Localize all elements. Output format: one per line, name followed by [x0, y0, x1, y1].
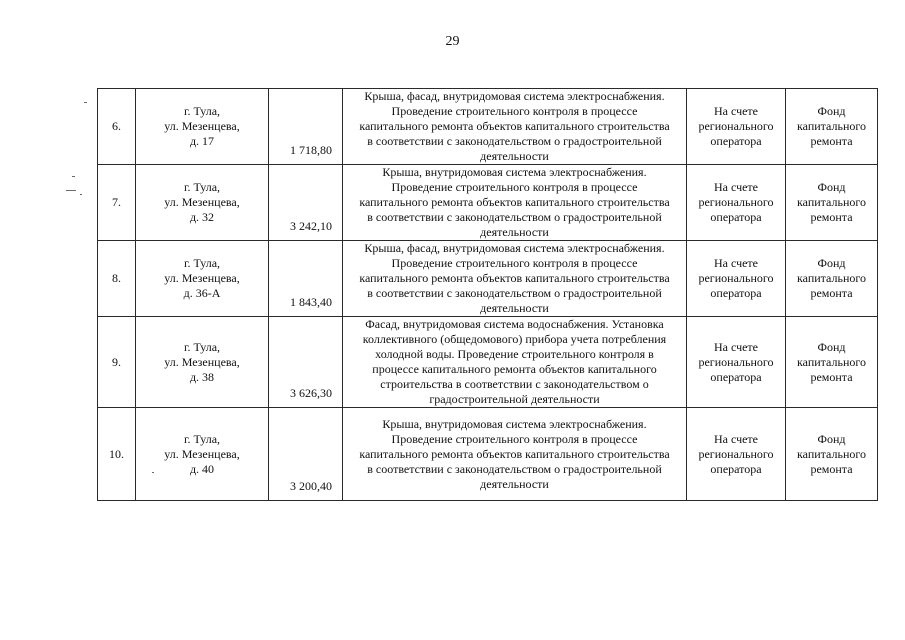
account-line: На счете	[713, 256, 758, 270]
funding-source-line: Фонд	[817, 104, 846, 118]
account-cell	[687, 165, 786, 241]
description-line: Проведение строительного контроля в процессе	[391, 431, 638, 446]
address-line: ул. Мезенцева,	[164, 119, 240, 133]
description-line: коллективного (общедомового) прибора учета потребления	[362, 332, 667, 346]
address-line: г. Тула,	[183, 431, 221, 446]
row-number: 6.	[112, 119, 121, 133]
account-line: оператора	[710, 134, 762, 148]
description-line: процессе капитального ремонта объектов капитального	[372, 362, 657, 376]
cost-cell	[269, 408, 343, 501]
table-row	[98, 241, 878, 317]
description-line: капитального ремонта объектов капитального строительства	[359, 119, 670, 133]
description-line: строительства в соответствии с законодательством о	[380, 377, 649, 391]
account-line: регионального	[698, 119, 774, 133]
funding-source-line: капитального	[797, 195, 866, 209]
account-cell	[687, 89, 786, 165]
address-cell	[136, 241, 269, 317]
account-cell	[687, 317, 786, 408]
address-line: д. 38	[189, 369, 215, 384]
account-line: На счете	[713, 180, 758, 194]
scan-speck	[80, 194, 82, 195]
address-line: г. Тула,	[183, 180, 221, 194]
description-line: капитального ремонта объектов капитального строительства	[359, 195, 670, 209]
repair-works-table	[97, 88, 878, 501]
page-number: 29	[445, 34, 460, 49]
description-line: Проведение строительного контроля в процессе	[391, 256, 638, 270]
cost-value: 3 242,10	[290, 219, 332, 233]
description-line: градостроительной деятельности	[429, 392, 600, 406]
row-number-cell	[98, 408, 136, 501]
cost-value: 3 626,30	[290, 386, 332, 400]
address-line: г. Тула,	[183, 256, 221, 270]
cost-value: 3 200,40	[290, 479, 332, 493]
description-line: в соответствии с законодательством о градостроительной	[367, 134, 662, 148]
cost-cell	[269, 89, 343, 165]
row-number-cell	[98, 89, 136, 165]
account-line: регионального	[698, 195, 774, 209]
cost-value: 1 718,80	[290, 143, 332, 157]
table-row	[98, 165, 878, 241]
funding-source-cell	[786, 317, 878, 408]
row-number: 10.	[109, 446, 124, 461]
account-line: регионального	[698, 354, 774, 369]
description-line: капитального ремонта объектов капитального строительства	[359, 271, 670, 285]
table-row	[98, 408, 878, 501]
row-number: 7.	[112, 195, 121, 209]
address-cell	[136, 317, 269, 408]
address-line: ул. Мезенцева,	[164, 271, 240, 285]
address-line: ул. Мезенцева,	[164, 195, 240, 209]
description-line: капитального ремонта объектов капитального строительства	[359, 446, 670, 461]
cost-cell	[269, 317, 343, 408]
address-line: ул. Мезенцева,	[164, 446, 240, 461]
scan-speck	[72, 176, 75, 177]
funding-source-line: капитального	[797, 354, 866, 369]
account-line: оператора	[710, 369, 762, 384]
works-description-cell	[343, 317, 687, 408]
description-line: деятельности	[480, 225, 549, 239]
funding-source-cell	[786, 89, 878, 165]
description-line: Проведение строительного контроля в процессе	[391, 104, 638, 118]
cost-cell	[269, 241, 343, 317]
description-line: деятельности	[480, 476, 549, 491]
row-number-cell	[98, 241, 136, 317]
address-line: г. Тула,	[183, 104, 221, 118]
row-number: 9.	[112, 354, 121, 369]
description-line: Крыша, внутридомовая система электроснабжения.	[382, 416, 647, 431]
row-number-cell	[98, 165, 136, 241]
account-cell	[687, 241, 786, 317]
description-line: Крыша, внутридомовая система электроснабжения.	[382, 165, 647, 179]
description-line: Фасад, внутридомовая система водоснабжения. Установка	[365, 317, 664, 331]
funding-source-line: капитального	[797, 119, 866, 133]
table-row	[98, 317, 878, 408]
description-line: в соответствии с законодательством о градостроительной	[367, 286, 662, 300]
address-line: д. 40	[189, 461, 215, 476]
row-number: 8.	[112, 271, 121, 285]
description-line: Крыша, фасад, внутридомовая система электроснабжения.	[364, 89, 665, 103]
address-line: д. 17	[189, 134, 215, 148]
funding-source-line: капитального	[797, 271, 866, 285]
funding-source-line: Фонд	[817, 180, 846, 194]
account-line: оператора	[710, 461, 762, 476]
works-description-cell	[343, 165, 687, 241]
works-description-cell	[343, 408, 687, 501]
description-line: Крыша, фасад, внутридомовая система электроснабжения.	[364, 241, 665, 255]
funding-source-cell	[786, 408, 878, 501]
funding-source-line: Фонд	[817, 339, 846, 354]
description-line: Проведение строительного контроля в процессе	[391, 180, 638, 194]
address-cell	[136, 89, 269, 165]
scan-speck	[84, 102, 87, 103]
account-line: На счете	[713, 431, 758, 446]
description-line: деятельности	[480, 301, 549, 315]
cost-value: 1 843,40	[290, 295, 332, 309]
cost-cell	[269, 165, 343, 241]
scan-speck	[66, 190, 76, 191]
account-cell	[687, 408, 786, 501]
description-line: в соответствии с законодательством о градостроительной	[367, 210, 662, 224]
funding-source-line: ремонта	[810, 461, 853, 476]
address-line: д. 36-А	[183, 286, 221, 300]
funding-source-line: ремонта	[810, 210, 853, 224]
address-cell	[136, 165, 269, 241]
account-line: На счете	[713, 104, 758, 118]
address-cell	[136, 408, 269, 501]
table-body	[98, 89, 878, 501]
funding-source-line: капитального	[797, 446, 866, 461]
description-line: деятельности	[480, 149, 549, 163]
account-line: На счете	[713, 339, 758, 354]
description-line: в соответствии с законодательством о градостроительной	[367, 461, 662, 476]
row-number-cell	[98, 317, 136, 408]
funding-source-line: Фонд	[817, 431, 846, 446]
works-description-cell	[343, 89, 687, 165]
account-line: оператора	[710, 286, 762, 300]
address-line: д. 32	[189, 210, 215, 224]
address-line: г. Тула,	[183, 339, 221, 354]
account-line: оператора	[710, 210, 762, 224]
address-line: ул. Мезенцева,	[164, 354, 240, 369]
funding-source-cell	[786, 165, 878, 241]
funding-source-cell	[786, 241, 878, 317]
funding-source-line: ремонта	[810, 286, 853, 300]
account-line: регионального	[698, 446, 774, 461]
funding-source-line: ремонта	[810, 369, 853, 384]
funding-source-line: Фонд	[817, 256, 846, 270]
funding-source-line: ремонта	[810, 134, 853, 148]
account-line: регионального	[698, 271, 774, 285]
table-row	[98, 89, 878, 165]
works-description-cell	[343, 241, 687, 317]
description-line: холодной воды. Проведение строительного контроля в	[375, 347, 654, 361]
